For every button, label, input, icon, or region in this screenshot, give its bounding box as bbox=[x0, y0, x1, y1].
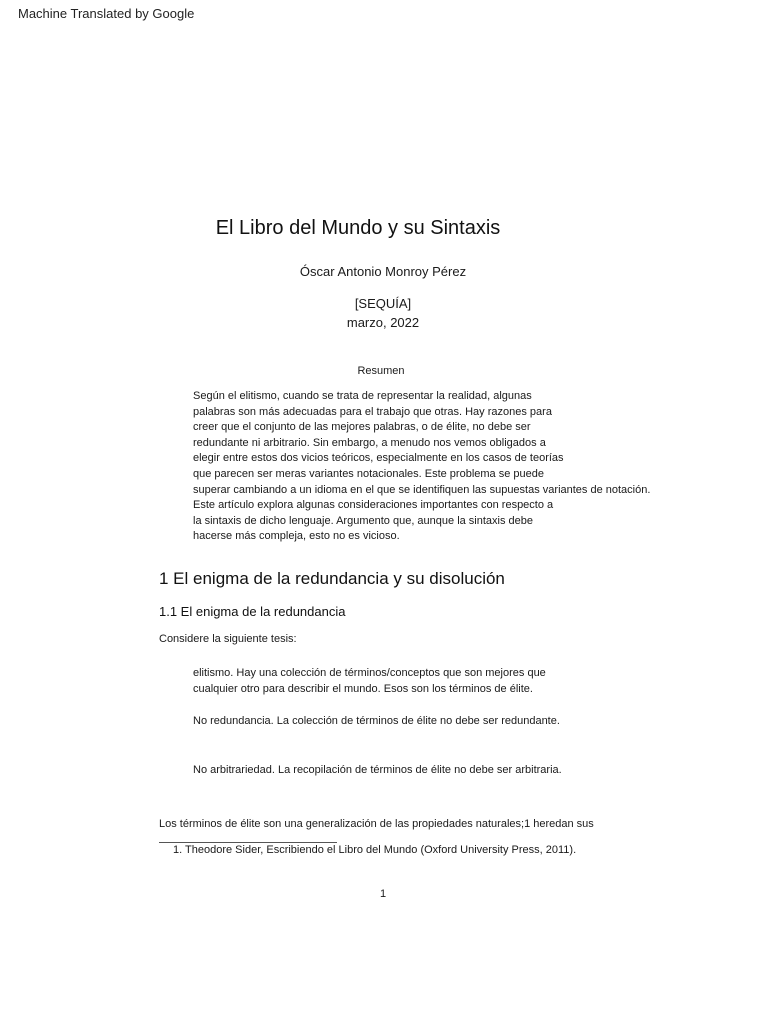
paper-title: El Libro del Mundo y su Sintaxis bbox=[215, 217, 501, 239]
intro-paragraph: Considere la siguiente tesis: bbox=[159, 633, 297, 645]
thesis-line: cualquier otro para describir el mundo. Esos son los términos de élite. bbox=[193, 682, 533, 695]
affiliation: [SEQUÍA] bbox=[354, 296, 412, 311]
abstract-line: hacerse más compleja, esto no es vicioso. bbox=[193, 530, 400, 543]
section-heading: 1 El enigma de la redundancia y su disolución bbox=[159, 569, 505, 588]
thesis-elitism bbox=[193, 666, 546, 697]
abstract-line: Este artículo explora algunas consideraciones importantes con respecto a bbox=[193, 499, 554, 512]
abstract-line: superar cambiando a un idioma en el que se identifiquen las supuestas variantes de notación. bbox=[193, 483, 651, 496]
abstract-line: Según el elitismo, cuando se trata de representar la realidad, algunas bbox=[193, 390, 532, 402]
abstract-line: redundante ni arbitrario. Sin embargo, a menudo nos vemos obligados a bbox=[193, 436, 546, 449]
author-name: Óscar Antonio Monroy Pérez bbox=[299, 264, 467, 279]
abstract-line: elegir entre estos dos vicios teóricos, especialmente en los casos de teorías bbox=[193, 452, 564, 465]
abstract-line: que parecen ser meras variantes notacionales. Este problema se puede bbox=[193, 467, 544, 480]
abstract-body bbox=[193, 389, 650, 545]
thesis-line: No redundancia. La colección de términos de élite no debe ser redundante. bbox=[193, 715, 560, 727]
abstract-line: creer que el conjunto de las mejores palabras, o de élite, no debe ser bbox=[193, 421, 531, 434]
abstract-line: palabras son más adecuadas para el trabajo que otras. Hay razones para bbox=[193, 405, 552, 418]
subsection-heading: 1.1 El enigma de la redundancia bbox=[159, 604, 346, 619]
abstract-line: la sintaxis de dicho lenguaje. Argumento que, aunque la sintaxis debe bbox=[193, 514, 534, 527]
abstract-heading: Resumen bbox=[357, 365, 405, 377]
thesis-line: elitismo. Hay una colección de términos/conceptos que son mejores que bbox=[193, 667, 546, 679]
publication-date: marzo, 2022 bbox=[346, 315, 420, 330]
thesis-non-arbitrariness bbox=[193, 763, 562, 779]
page-number: 1 bbox=[379, 888, 387, 900]
thesis-non-redundancy bbox=[193, 714, 560, 730]
body-paragraph: Los términos de élite son una generalización de las propiedades naturales;1 heredan sus bbox=[159, 818, 594, 830]
translation-banner: Machine Translated by Google bbox=[18, 6, 195, 21]
footnote: 1. Theodore Sider, Escribiendo el Libro del Mundo (Oxford University Press, 2011). bbox=[173, 844, 577, 856]
thesis-line: No arbitrariedad. La recopilación de términos de élite no debe ser arbitraria. bbox=[193, 764, 562, 776]
